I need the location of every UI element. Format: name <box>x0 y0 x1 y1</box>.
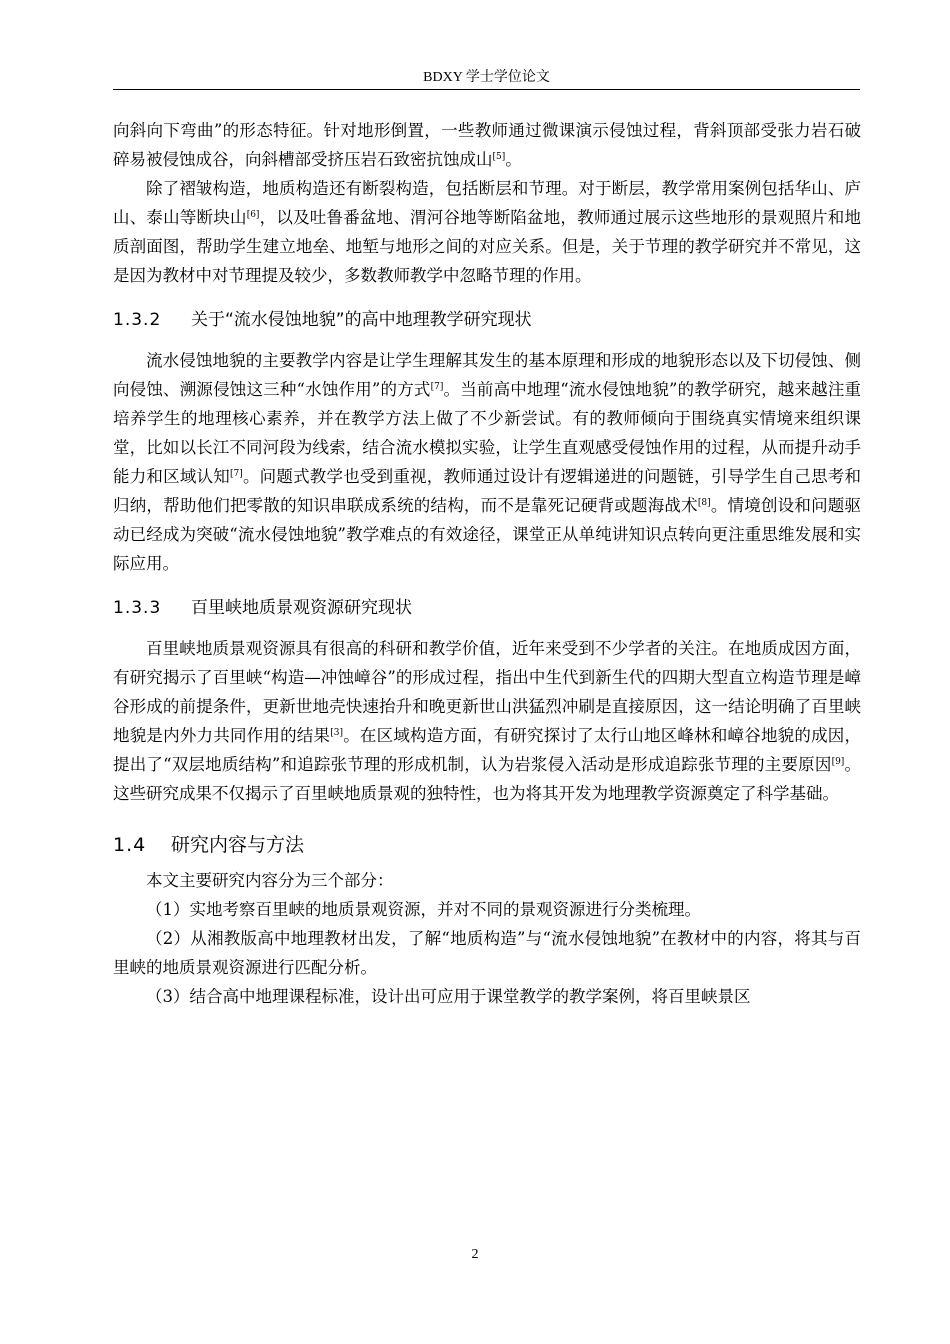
header-rule <box>113 89 860 90</box>
paragraph: 百里峡地质景观资源具有很高的科研和教学价值，近年来受到不少学者的关注。在地质成因方面，有研究揭示了百里峡“构造—冲蚀嶂谷”的形成过程，指出中生代到新生代的四期大型直立构造节理是嶂谷形成的前提条件，更新世地壳快速抬升和晚更新世山洪猛烈冲刷是直接原因，这一结论明确了百里峡地貌是内外力共同作用的结果[3]。在区域构造方面，有研究探讨了太行山地区峰林和嶂谷地貌的成因，提出了“双层地质结构”和追踪张节理的形成机制，认为岩浆侵入活动是形成追踪张节理的主要原因[9]。这些研究成果不仅揭示了百里峡地质景观的独特性，也为将其开发为地理教学资源奠定了科学基础。 <box>113 639 862 803</box>
page-body <box>113 116 861 1011</box>
citation: [5] <box>492 152 506 162</box>
section-heading-1-3-2: 1.3.2 关于“流水侵蚀地貌”的高中地理教学研究现状 <box>113 310 532 330</box>
list-item: （1）实地考察百里峡的地质景观资源，并对不同的景观资源进行分类梳理。 <box>146 900 701 919</box>
citation: [7] <box>229 469 243 479</box>
citation: [7] <box>430 382 444 392</box>
citation: [9] <box>831 757 845 767</box>
citation: [3] <box>330 728 343 738</box>
paragraph: 除了褶皱构造，地质构造还有断裂构造，包括断层和节理。对于断层，教学常用案例包括华山、庐山、泰山等断块山[6]，以及吐鲁番盆地、渭河谷地等断陷盆地，教师通过展示这些地形的景观照片和地质剖面图，帮助学生建立地垒、地堑与地形之间的对应关系。但是，关于节理的教学研究并不常见，这是因为教材中对节理提及较少，多数教师教学中忽略节理的作用。 <box>113 179 862 285</box>
paragraph: 向斜向下弯曲”的形态特征。针对地形倒置，一些教师通过微课演示侵蚀过程，背斜顶部受张力岩石破碎易被侵蚀成谷，向斜槽部受挤压岩石致密抗蚀成山[5]。 <box>113 121 861 169</box>
running-header: BDXY 学士学位论文 <box>423 70 550 85</box>
page-number: 2 <box>471 1247 479 1262</box>
section-heading-1-3-3: 1.3.3 百里峡地质景观资源研究现状 <box>113 598 412 618</box>
section-heading-1-4: 1.4 研究内容与方法 <box>113 834 305 856</box>
list-item: （2）从湘教版高中地理教材出发，了解“地质构造”与“流水侵蚀地貌”在教材中的内容，将其与百里峡的地质景观资源进行匹配分析。 <box>113 929 861 977</box>
paragraph: 本文主要研究内容分为三个部分： <box>146 871 394 890</box>
citation: [8] <box>697 498 711 508</box>
list-item: （3）结合高中地理课程标准，设计出可应用于课堂教学的教学案例，将百里峡景区 <box>146 987 751 1006</box>
citation: [6] <box>246 210 260 220</box>
paragraph: 流水侵蚀地貌的主要教学内容是让学生理解其发生的基本原理和形成的地貌形态以及下切侵蚀、侧向侵蚀、溯源侵蚀这三种“水蚀作用”的方式[7]。当前高中地理“流水侵蚀地貌”的教学研究，越来越注重培养学生的地理核心素养，并在教学方法上做了不少新尝试。有的教师倾向于围绕真实情境来组织课堂，比如以长江不同河段为线索，结合流水模拟实验，让学生直观感受侵蚀作用的过程，从而提升动手能力和区域认知[7]。问题式教学也受到重视，教师通过设计有逻辑递进的问题链，引导学生自己思考和归纳，帮助他们把零散的知识串联成系统的结构，而不是靠死记硬背或题海战术[8]。情境创设和问题驱动已经成为突破“流水侵蚀地貌”教学难点的有效途径，课堂正从单纯讲知识点转向更注重思维发展和实际应用。 <box>113 351 862 573</box>
